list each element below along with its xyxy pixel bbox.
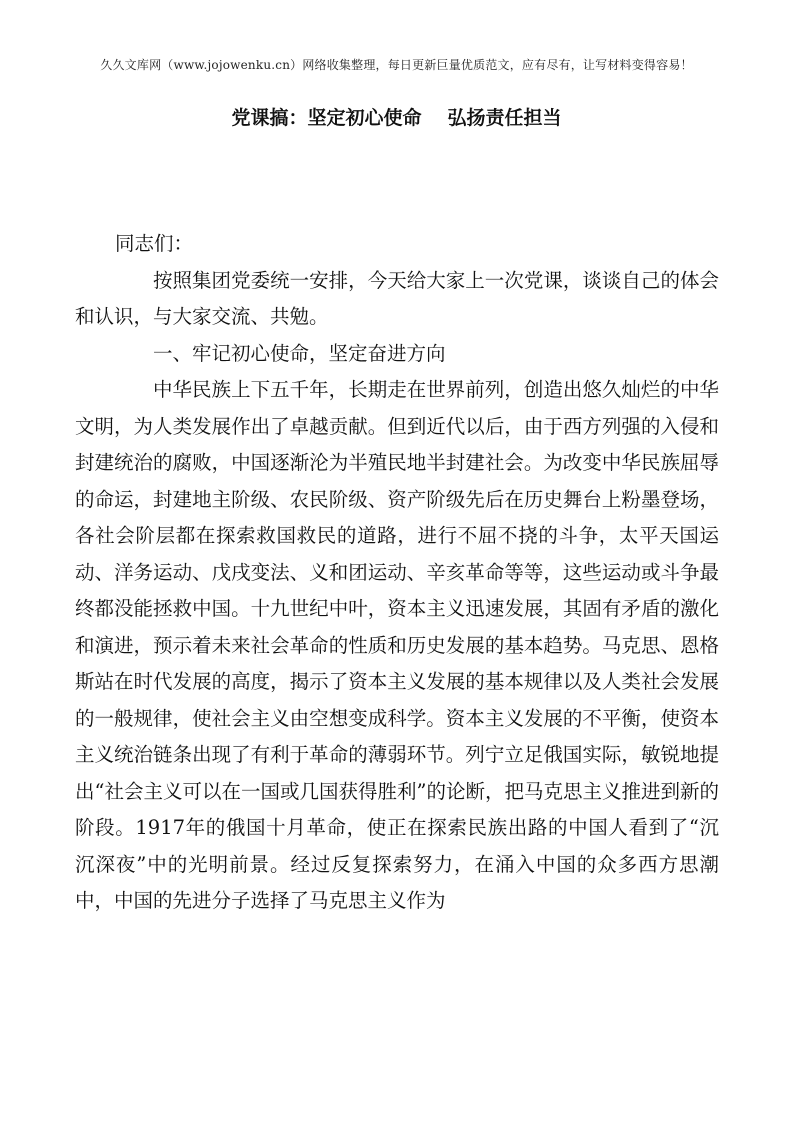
- document-title: [0, 104, 793, 132]
- salutation: 同志们：: [115, 232, 194, 255]
- page-header: 久久文库网（www.jojowenku.cn）网络收集整理，每日更新巨量优质范文，应有尽有，让写材料变得容易！: [100, 58, 693, 72]
- intro-paragraph: 按照集团党委统一安排，今天给大家上一次党课，谈谈自己的体会和认识，与大家交流、共勉。: [75, 268, 719, 328]
- title-main: 党课搞：坚定初心使命: [231, 107, 422, 129]
- section-1-heading: 一、牢记初心使命，坚定奋进方向: [153, 341, 446, 365]
- document-body: [75, 226, 719, 920]
- section-1-paragraph: 中华民族上下五千年，长期走在世界前列，创造出悠久灿烂的中华文明，为人类发展作出了卓越贡献。但到近代以后，由于西方列强的入侵和封建统治的腐败，中国逐渐沦为半殖民地半封建社会。为改变中华民族屈辱的命运，封建地主阶级、农民阶级、资产阶级先后在历史舞台上粉墨登场，各社会阶层都在探索救国救民的道路，进行不屈不挠的斗争，太平天国运动、洋务运动、戊戌变法、义和团运动、辛亥革命等等，这些运动或斗争最终都没能拯救中国。十九世纪中叶，资本主义迅速发展，其固有矛盾的激化和演进，预示着未来社会革命的性质和历史发展的基本趋势。马克思、恩格斯站在时代发展的高度，揭示了资本主义发展的基本规律以及人类社会发展的一般规律，使社会主义由空想变成科学。资本主义发展的不平衡，使资本主义统治链条出现了有利于革命的薄弱环节。列宁立足俄国实际，敏锐地提出“社会主义可以在一国或几国获得胜利”的论断，把马克思主义推进到新的阶段。1917年的俄国十月革命，使正在探索民族出路的中国人看到了“沉沉深夜”中的光明前景。经过反复探索努力，在涌入中国的众多西方思潮中，中国的先进分子选择了马克思主义作为: [75, 378, 719, 912]
- title-sub: 弘扬责任担当: [447, 107, 562, 129]
